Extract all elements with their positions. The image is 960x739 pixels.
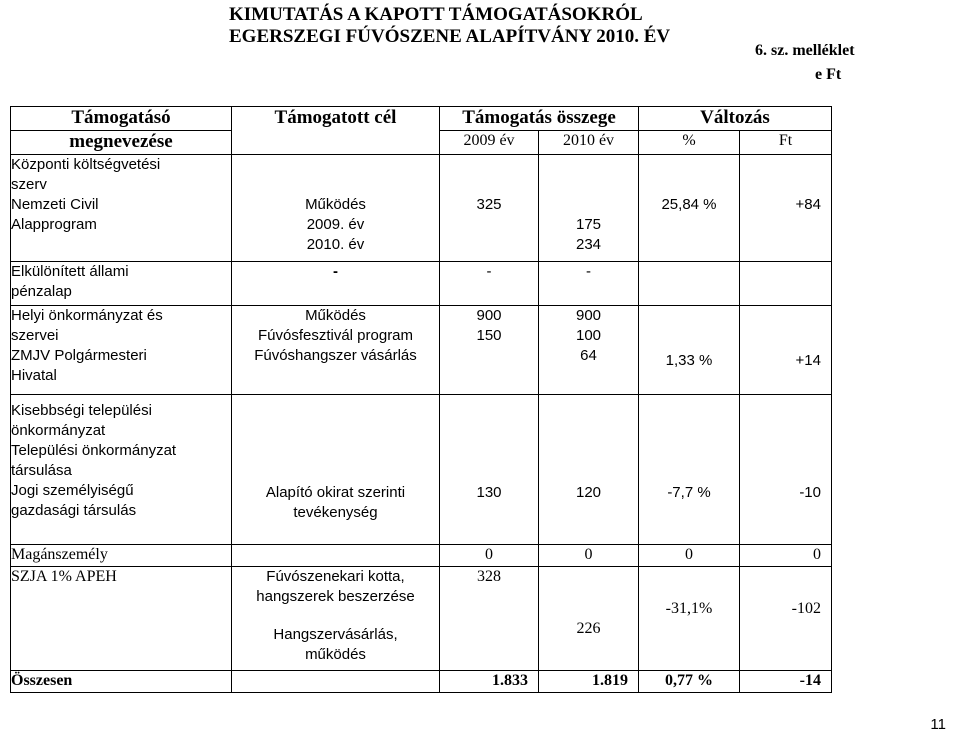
amount-2009-local-value-1: 900 [476,307,502,324]
document-title [229,4,670,48]
header-ft: Ft [740,131,832,155]
donor-local-line-3: ZMJV Polgármesteri [11,347,147,364]
change-ft-local-value: +14 [795,352,821,369]
amount-2009-minority [440,395,539,545]
total-2009: 1.833 [440,671,539,693]
donor-central-line-1: Központi költségvetési [11,156,161,173]
donor-central-line-4: Alapprogram [11,216,97,233]
change-percent-central [639,155,740,262]
title-line-1: KIMUTATÁS A KAPOTT TÁMOGATÁSOKRÓL [229,4,643,25]
amount-2009-central-value: 325 [476,196,502,213]
donor-local [11,306,232,395]
change-ft-szja-value: -102 [791,600,821,617]
header-donor-2: megnevezése [11,131,232,155]
donor-local-line-4: Hivatal [11,367,57,384]
donor-private: Magánszemély [11,545,232,567]
purpose-local-line-2: Fúvósfesztivál program [257,327,414,344]
change-ft-local [740,306,832,395]
purpose-szja-line-4: működés [305,646,366,663]
donor-central-line-2: szerv [11,176,47,193]
donor-szja: SZJA 1% APEH [11,567,232,671]
purpose-szja [232,567,440,671]
change-percent-szja-value: -31,1% [665,600,713,617]
purpose-local [232,306,440,395]
header-year-2009: 2009 év [440,131,539,155]
purpose-central-line-1: Működés [305,196,366,213]
change-percent-private: 0 [639,545,740,567]
purpose-minority-line-1: Alapító okirat szerinti [265,484,406,501]
donor-minority [11,395,232,545]
amount-2009-minority-value: 130 [476,484,502,501]
total-change-percent: 0,77 % [639,671,740,693]
page-number: 11 [930,716,946,733]
row-central [11,155,832,262]
change-ft-central [740,155,832,262]
donor-separate [11,262,232,306]
row-total [11,671,832,693]
grants-table [10,106,832,693]
change-ft-separate [740,262,832,306]
amount-2010-private: 0 [539,545,639,567]
donor-local-line-1: Helyi önkormányzat és [11,307,163,324]
header-donor-1: Támogatásó [11,107,232,131]
amount-2010-local-value-1: 900 [575,307,602,324]
amount-2010-central-value-1: 175 [575,216,602,233]
change-percent-minority-value: -7,7 % [667,484,711,501]
change-ft-private: 0 [740,545,832,567]
change-percent-local [639,306,740,395]
total-2010: 1.819 [539,671,639,693]
donor-separate-line-2: pénzalap [11,283,72,300]
amount-2010-separate: - [539,262,639,306]
amount-2010-central [539,155,639,262]
amount-2009-local [440,306,539,395]
purpose-private [232,545,440,567]
donor-minority-line-6: gazdasági társulás [11,502,137,519]
unit-label: e Ft [815,66,842,83]
change-percent-szja [639,567,740,671]
amount-2010-central-value-2: 234 [575,236,602,253]
donor-central-line-3: Nemzeti Civil [11,196,99,213]
header-percent: % [639,131,740,155]
purpose-minority-line-2: tevékenység [293,504,378,521]
purpose-central [232,155,440,262]
purpose-szja-line-1: Fúvószenekari kotta, [266,568,405,585]
amount-2010-local-value-3: 64 [580,347,597,364]
amount-2010-minority [539,395,639,545]
row-szja [11,567,832,671]
amount-2009-central [440,155,539,262]
amount-2010-szja-value: 226 [576,620,601,637]
purpose-minority [232,395,440,545]
purpose-szja-line-3: Hangszervásárlás, [273,626,398,643]
change-ft-minority-value: -10 [799,484,821,501]
purpose-central-line-3: 2010. év [306,236,365,253]
amount-2010-local-value-2: 100 [575,327,602,344]
change-percent-separate [639,262,740,306]
donor-minority-line-1: Kisebbségi települési [11,402,152,419]
total-change-ft: -14 [740,671,832,693]
donor-minority-line-3: Települési önkormányzat [11,442,177,459]
amount-2009-private: 0 [440,545,539,567]
row-separate-fund [11,262,832,306]
donor-local-line-2: szervei [11,327,59,344]
change-ft-szja [740,567,832,671]
amount-2009-separate: - [440,262,539,306]
amount-2010-szja [539,567,639,671]
purpose-separate: - [232,262,440,306]
header-amount: Támogatás összege [440,107,639,131]
total-label: Összesen [11,671,232,693]
amount-2010-local [539,306,639,395]
amount-2009-local-value-2: 150 [476,327,502,344]
purpose-local-line-3: Fúvóshangszer vásárlás [254,347,417,364]
amount-2010-minority-value: 120 [575,484,602,501]
annex-label: 6. sz. melléklet [755,42,855,59]
change-ft-central-value: +84 [795,196,821,213]
donor-minority-line-2: önkormányzat [11,422,106,439]
row-private-person [11,545,832,567]
purpose-szja-line-2: hangszerek beszerzése [256,588,415,605]
donor-minority-line-4: társulása [11,462,72,479]
header-purpose: Támogatott cél [232,107,440,155]
amount-2009-szja: 328 [440,567,539,671]
purpose-total [232,671,440,693]
donor-minority-line-5: Jogi személyiségű [11,482,134,499]
change-percent-local-value: 1,33 % [665,352,713,369]
change-ft-minority [740,395,832,545]
donor-separate-line-1: Elkülönített állami [11,263,129,280]
header-change: Változás [639,107,832,131]
title-line-2: EGERSZEGI FÚVÓSZENE ALAPÍTVÁNY 2010. ÉV [229,26,671,47]
change-percent-minority [639,395,740,545]
purpose-central-line-2: 2009. év [306,216,365,233]
header-row-1 [11,107,832,131]
row-local-government [11,306,832,395]
change-percent-central-value: 25,84 % [661,196,717,213]
donor-central [11,155,232,262]
header-year-2010: 2010 év [539,131,639,155]
row-minority-associations [11,395,832,545]
purpose-local-line-1: Működés [305,307,366,324]
